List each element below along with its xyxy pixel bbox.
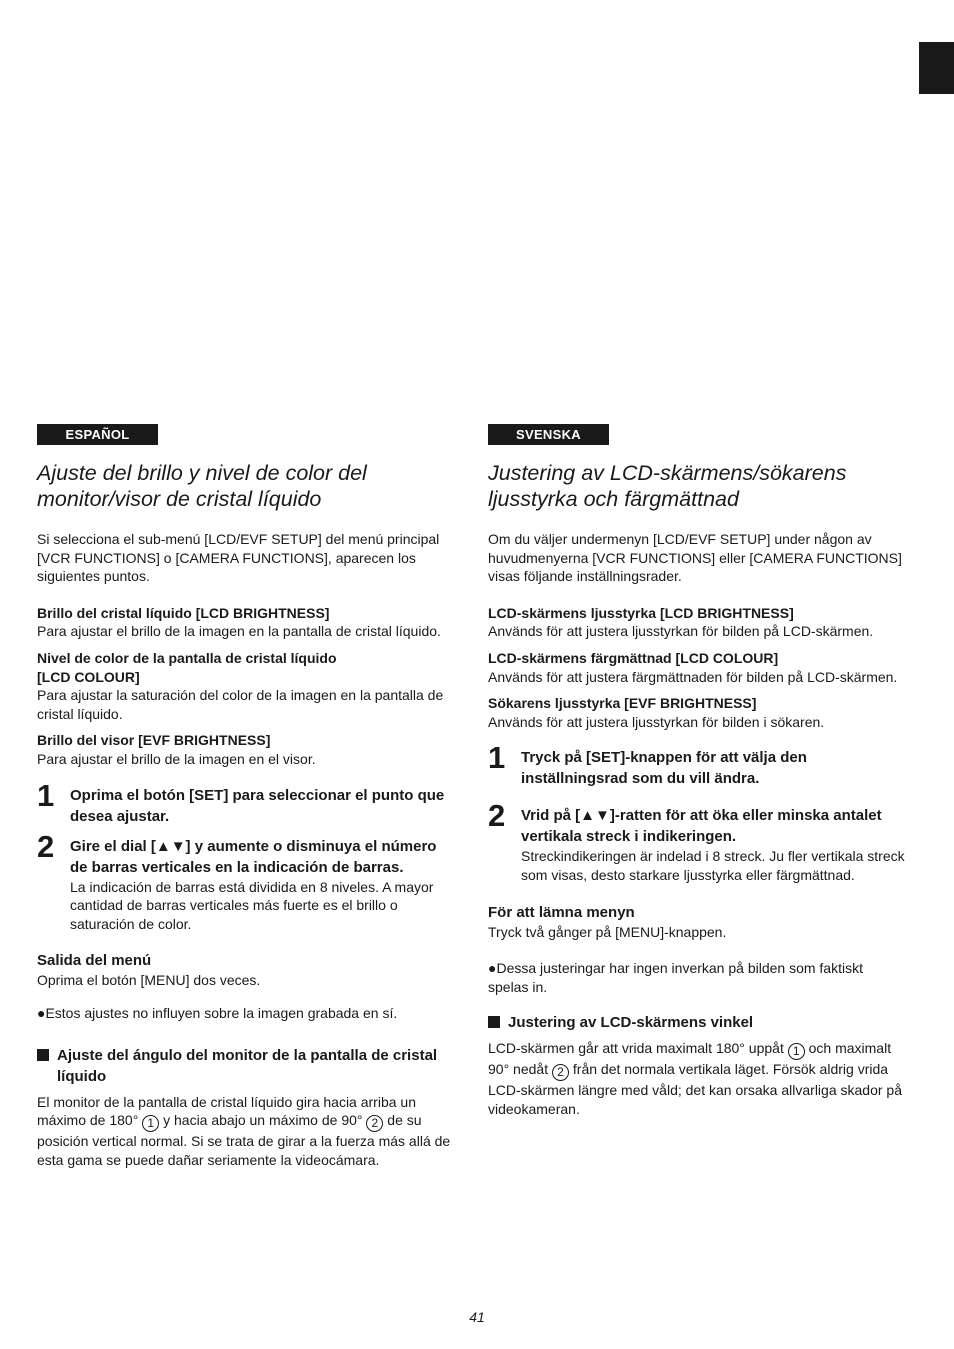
- section-title: Justering av LCD-skärmens/sökarens ljusstyrka och färgmättnad: [488, 461, 847, 511]
- menu-item: [37, 604, 455, 641]
- step-1: [37, 777, 455, 827]
- intro-text: Om du väljer undermenyn [LCD/EVF SETUP] under någon av huvudmenyerna [VCR FUNCTIONS] eller [CAMERA FUNCTIONS] visas följande inställningsrader.: [488, 531, 902, 585]
- page-tab-marker: [919, 42, 954, 94]
- angle-body-a: LCD-skärmen går att vrida maximalt 180° uppåt: [488, 1040, 784, 1057]
- step-1: [488, 740, 906, 789]
- step-note: La indicación de barras está dividida en 8 niveles. A mayor cantidad de barras verticales más fuerte es el brillo o saturación de color.: [70, 878, 434, 932]
- step-text: Oprima el botón [SET] para seleccionar el punto que desea ajustar.: [70, 786, 445, 825]
- menu-item-body: Används för att justera färgmättnaden för bilden på LCD-skärmen.: [488, 668, 898, 685]
- menu-item-title: Brillo del cristal líquido [LCD BRIGHTNESS]: [37, 604, 330, 621]
- menu-item-body: Används för att justera ljusstyrkan för bilden på LCD-skärmen.: [488, 623, 874, 640]
- menu-item-title: Sökarens ljusstyrka [EVF BRIGHTNESS]: [488, 695, 757, 712]
- step-text: Vrid på [▲▼]-ratten för att öka eller minska antalet vertikala streck i indikeringen.: [521, 807, 882, 846]
- circled-number-2: 2: [552, 1064, 569, 1081]
- exit-body: Oprima el botón [MENU] dos veces.: [37, 972, 261, 989]
- menu-item: [488, 649, 906, 686]
- exit-title: För att lämna menyn: [488, 903, 635, 921]
- angle-heading: [37, 1045, 455, 1087]
- step-number: 2: [37, 828, 55, 864]
- step-text: Tryck på [SET]-knappen för att välja den inställningsrad som du vill ändra.: [521, 749, 807, 788]
- menu-item: [37, 731, 455, 768]
- menu-item-title: Nivel de color de la pantalla de cristal líquido [LCD COLOUR]: [37, 649, 337, 685]
- menu-item-title: Brillo del visor [EVF BRIGHTNESS]: [37, 732, 271, 749]
- menu-item-body: Para ajustar la saturación del color de la imagen en la pantalla de cristal líquido.: [37, 687, 444, 722]
- menu-item-body: Para ajustar el brillo de la imagen en la pantalla de cristal líquido.: [37, 623, 441, 640]
- angle-body-a: El monitor de la pantalla de cristal líquido gira hacia arriba un máximo de 180°: [37, 1093, 416, 1129]
- angle-body-b: y hacia abajo un máximo de 90°: [163, 1112, 363, 1129]
- angle-body-b: och maximalt 90° nedåt: [488, 1040, 892, 1078]
- step-number: 1: [37, 777, 55, 813]
- column-spanish: [37, 424, 455, 1169]
- circled-number-2: 2: [366, 1115, 383, 1132]
- step-note: Streckindikeringen är indelad i 8 streck. Ju fler vertikala streck som visas, desto starkare ljusstyrka eller färgmättnad.: [521, 848, 905, 883]
- angle-body-c: från det normala vertikala läget. Försök aldrig vrida LCD-skärmen längre med våld; det kan orsaka allvarliga skador på videokameran.: [488, 1061, 902, 1117]
- angle-body: [37, 1093, 455, 1170]
- page-number: 41: [469, 1309, 485, 1325]
- angle-title: Ajuste del ángulo del monitor de la pantalla de cristal líquido: [57, 1046, 438, 1085]
- menu-item-title: LCD-skärmens färgmättnad [LCD COLOUR]: [488, 649, 779, 666]
- language-badge: ESPAÑOL: [37, 424, 158, 445]
- menu-item: [37, 649, 455, 723]
- angle-title: Justering av LCD-skärmens vinkel: [508, 1014, 754, 1032]
- menu-item-title: LCD-skärmens ljusstyrka [LCD BRIGHTNESS]: [488, 604, 794, 621]
- step-number: 2: [488, 798, 506, 834]
- intro-text: Si selecciona el sub-menú [LCD/EVF SETUP] del menú principal [VCR FUNCTIONS] o [CAMERA FUNCTIONS], aparecen los siguientes puntos.: [37, 531, 440, 585]
- step-text: Gire el dial [▲▼] y aumente o disminuya el número de barras verticales en la indicación de barras.: [70, 837, 437, 876]
- circled-number-1: 1: [788, 1043, 805, 1060]
- step-2: [488, 798, 906, 884]
- square-bullet-icon: [488, 1016, 500, 1028]
- step-2: [37, 828, 455, 934]
- menu-item: [488, 604, 906, 641]
- column-swedish: [488, 424, 906, 1119]
- exit-body: Tryck två gånger på [MENU]-knappen.: [488, 923, 727, 940]
- menu-item: [488, 694, 906, 731]
- language-badge: SVENSKA: [488, 424, 609, 445]
- angle-heading: [488, 1012, 906, 1033]
- step-number: 1: [488, 740, 506, 776]
- circled-number-1: 1: [142, 1115, 159, 1132]
- angle-body: [488, 1039, 906, 1118]
- angle-body-c: de su posición vertical normal. Si se trata de girar a la fuerza más allá de esta gama se puede dañar seriamente la videocámara.: [37, 1112, 451, 1168]
- exit-title: Salida del menú: [37, 952, 152, 970]
- section-title: Ajuste del brillo y nivel de color del monitor/visor de cristal líquido: [37, 461, 367, 511]
- bullet-note: ●Dessa justeringar har ingen inverkan på bilden som faktiskt spelas in.: [488, 960, 863, 995]
- menu-item-body: Används för att justera ljusstyrkan för bilden i sökaren.: [488, 713, 825, 730]
- bullet-note: ●Estos ajustes no influyen sobre la imagen grabada en sí.: [37, 1004, 398, 1021]
- menu-item-body: Para ajustar el brillo de la imagen en el visor.: [37, 750, 316, 767]
- square-bullet-icon: [37, 1049, 49, 1061]
